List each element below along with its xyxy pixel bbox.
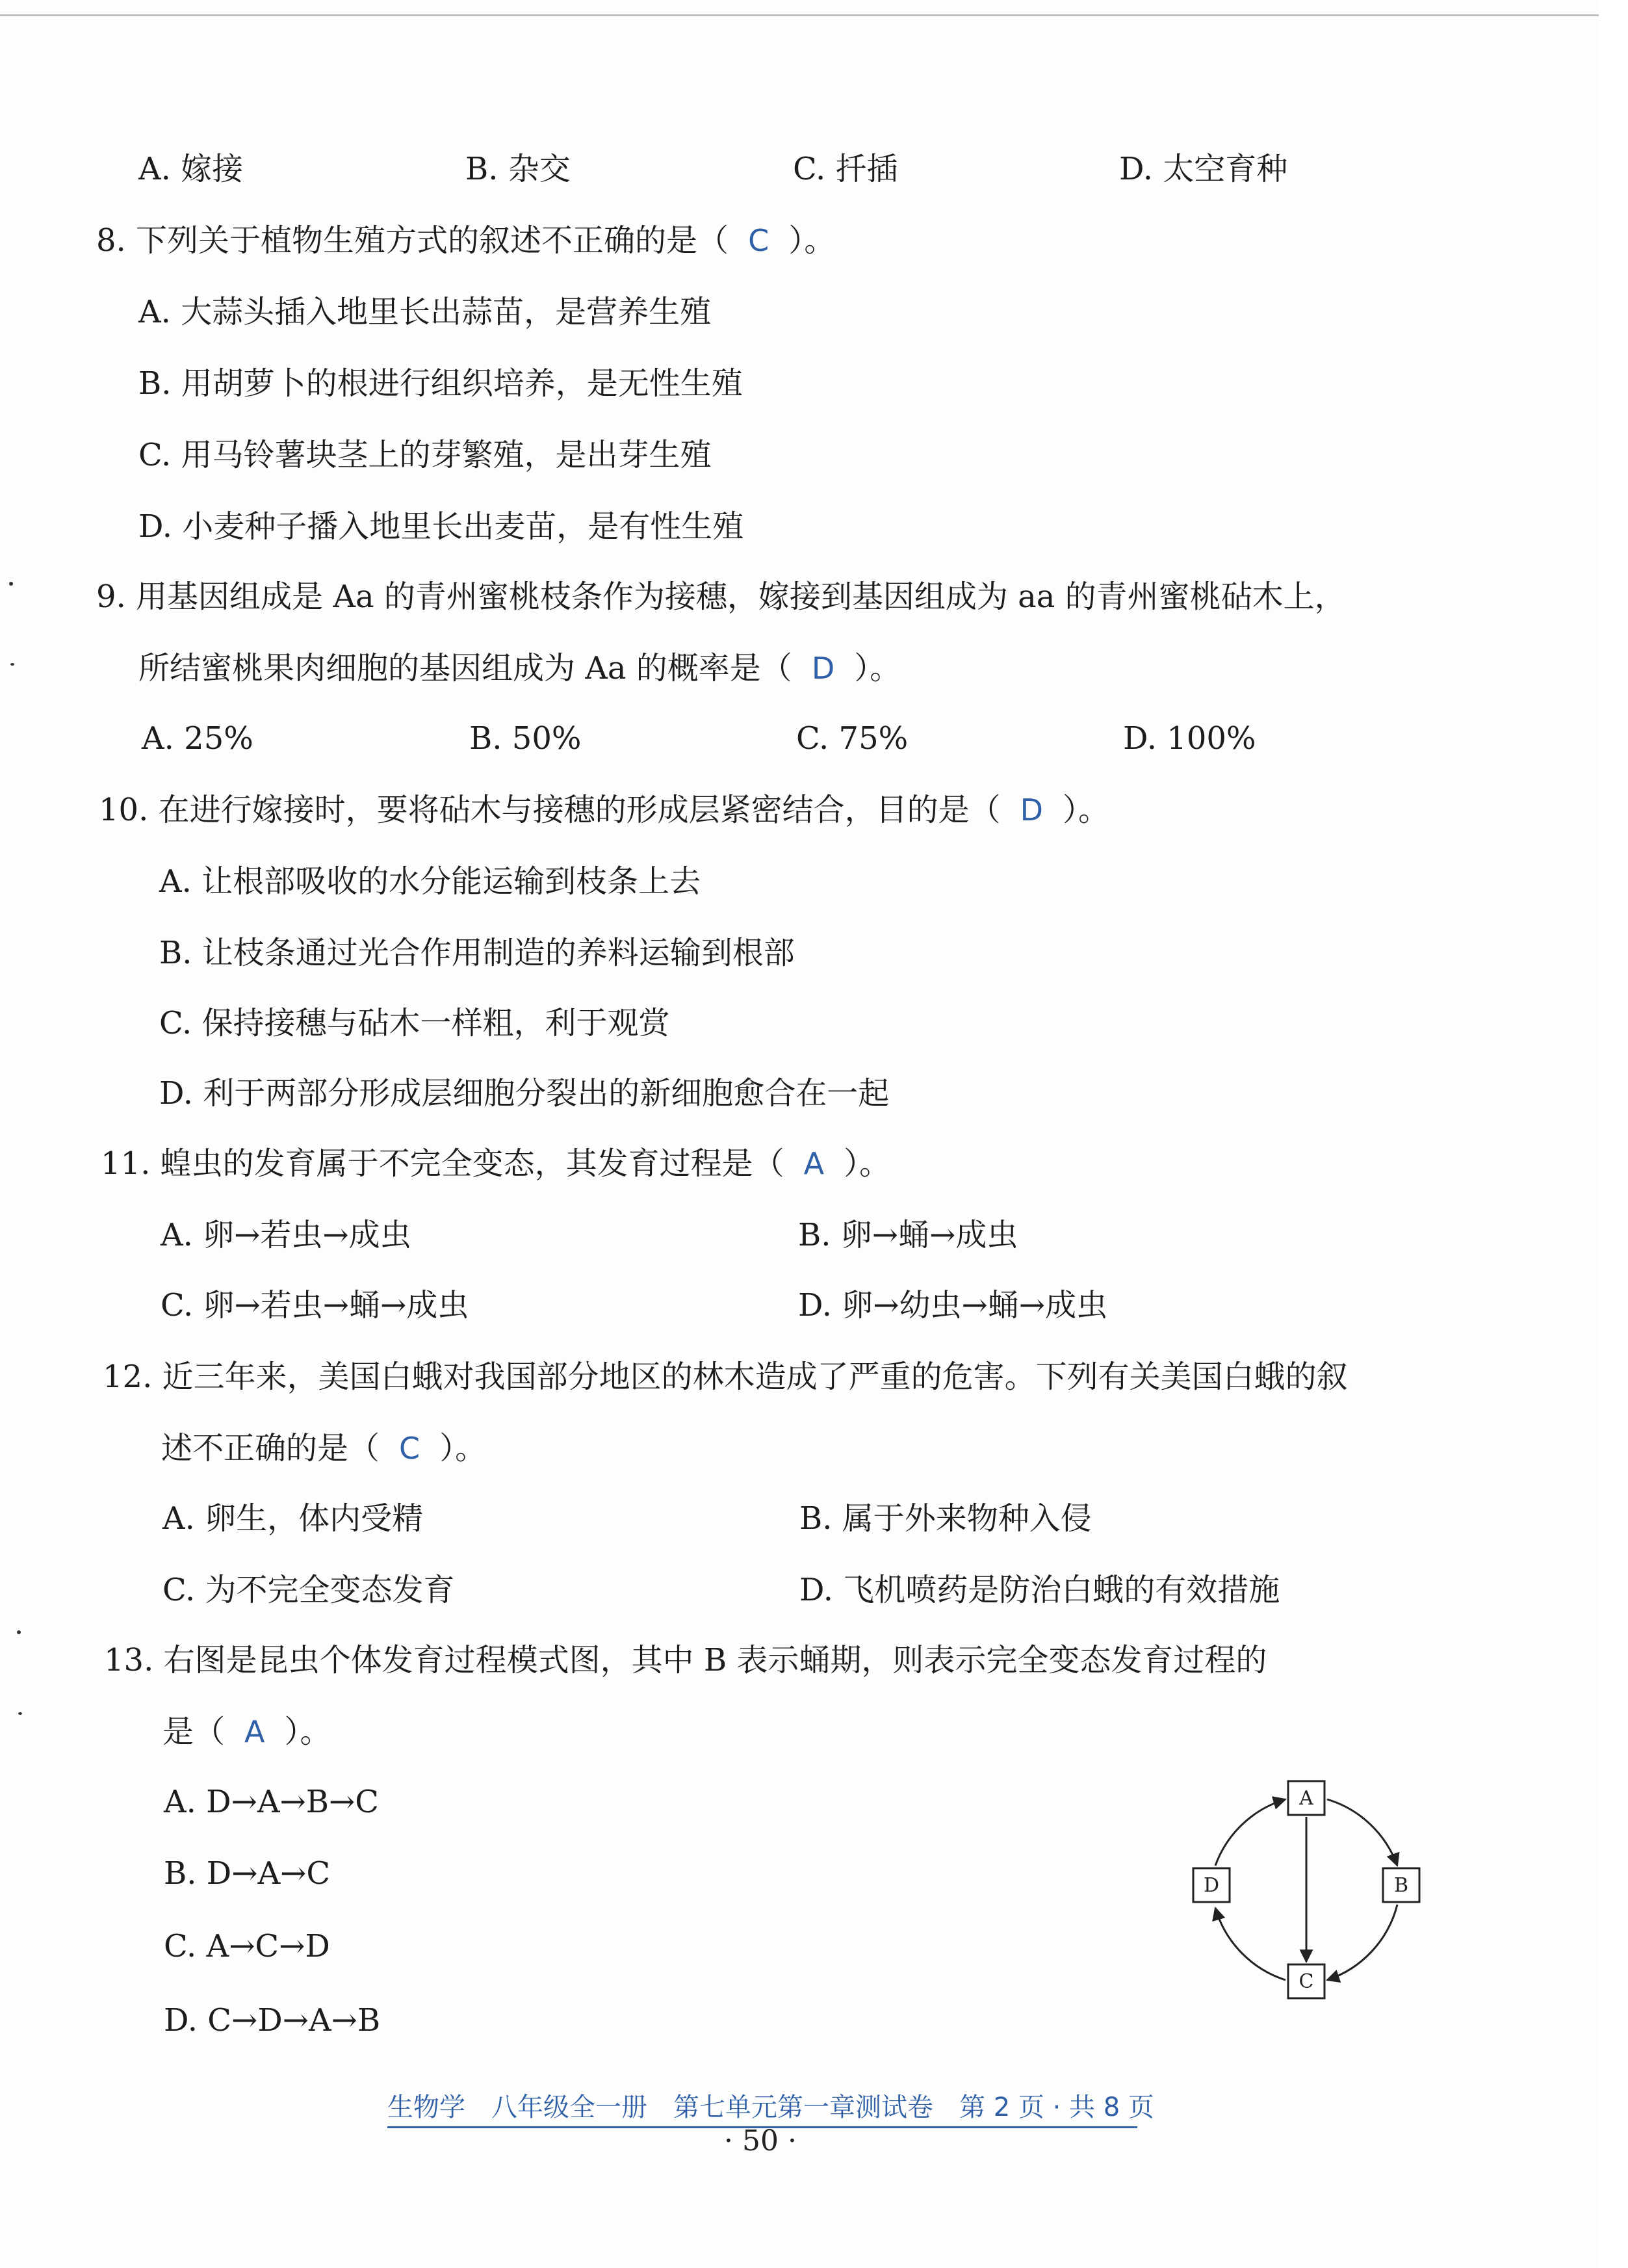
q12-stem-end: ）。	[439, 1430, 487, 1466]
q12-stem-line2	[161, 1429, 486, 1468]
scan-speck	[10, 663, 14, 666]
q13-option-b: B. D→A→C	[164, 1855, 331, 1892]
q7-option-b: B. 杂交	[465, 151, 571, 187]
q9-stem-line1: 9. 用基因组成是 Aa 的青州蜜桃枝条作为接穗，嫁接到基因组成为 aa 的青州蜜桃砧木上，	[96, 579, 1346, 615]
node-a-label: A	[1299, 1787, 1313, 1810]
arrow-a-to-b	[1327, 1799, 1397, 1866]
node-b-label: B	[1393, 1874, 1409, 1897]
q12-stem-line1: 12. 近三年来，美国白蛾对我国部分地区的林木造成了严重的危害。下列有关美国白蛾的叙	[103, 1359, 1348, 1395]
q11-stem	[101, 1144, 890, 1183]
q10-stem-end: ）。	[1063, 792, 1110, 828]
q13-answer: A	[244, 1714, 265, 1749]
q11-stem-end: ）。	[844, 1145, 891, 1182]
page-number: · 50 ·	[724, 2124, 797, 2157]
q7-option-a: A. 嫁接	[138, 151, 244, 187]
q8-option-c: C. 用马铃薯块茎上的芽繁殖，是出芽生殖	[138, 437, 712, 473]
page-edge	[1599, 0, 1628, 2268]
q9-stem-end: ）。	[854, 650, 901, 686]
q10-option-b: B. 让枝条通过光合作用制造的养料运输到根部	[159, 935, 795, 971]
node-b	[1383, 1868, 1419, 1902]
q9-stem-text: 所结蜜桃果肉细胞的基因组成为 Aa 的概率是（	[138, 650, 792, 686]
q13-stem-line1: 13. 右图是昆虫个体发育过程模式图，其中 B 表示蛹期，则表示完全变态发育过程的	[104, 1642, 1267, 1678]
q9-option-b: B. 50%	[469, 720, 582, 757]
q12-stem-text: 述不正确的是（	[161, 1430, 380, 1466]
insect-development-diagram	[1176, 1768, 1436, 2015]
node-d-label: D	[1203, 1874, 1220, 1897]
q9-option-c: C. 75%	[796, 720, 909, 757]
q10-answer: D	[1020, 792, 1044, 828]
q11-option-a: A. 卵→若虫→成虫	[161, 1217, 411, 1253]
q8-option-d: D. 小麦种子播入地里长出麦苗，是有性生殖	[138, 508, 744, 545]
q10-stem	[99, 790, 1109, 829]
scan-speck	[9, 582, 13, 586]
q12-option-a: A. 卵生，体内受精	[162, 1500, 424, 1537]
q10-stem-text: 10. 在进行嫁接时，要将砧木与接穗的形成层紧密结合，目的是（	[99, 792, 1001, 828]
q10-option-c: C. 保持接穗与砧木一样粗，利于观赏	[159, 1005, 670, 1041]
q11-answer: A	[803, 1146, 825, 1181]
q8-stem-end: ）。	[788, 222, 836, 259]
footer-title: 生物学 八年级全一册 第七单元第一章测试卷 第 2 页 · 共 8 页	[387, 2087, 1137, 2128]
q10-option-a: A. 让根部吸收的水分能运输到枝条上去	[159, 863, 701, 900]
q11-option-d: D. 卵→幼虫→蛹→成虫	[798, 1287, 1107, 1323]
q8-stem	[96, 221, 835, 260]
arrow-d-to-a	[1215, 1799, 1286, 1866]
q9-option-d: D. 100%	[1123, 720, 1256, 757]
q8-option-a: A. 大蒜头插入地里长出蒜苗，是营养生殖	[138, 294, 712, 330]
arrow-b-to-c	[1327, 1905, 1397, 1980]
q7-option-d: D. 太空育种	[1119, 151, 1288, 187]
node-c	[1288, 1964, 1324, 1998]
arrow-c-to-d	[1215, 1908, 1286, 1980]
q11-option-c: C. 卵→若虫→蛹→成虫	[161, 1287, 469, 1323]
q13-option-c: C. A→C→D	[164, 1928, 330, 1964]
q7-option-c: C. 扦插	[793, 151, 898, 187]
q12-answer: C	[399, 1431, 420, 1466]
scan-speck	[17, 1630, 21, 1634]
q12-option-b: B. 属于外来物种入侵	[799, 1500, 1092, 1537]
q12-option-c: C. 为不完全变态发育	[162, 1572, 455, 1608]
q8-option-b: B. 用胡萝卜的根进行组织培养，是无性生殖	[138, 365, 743, 402]
q8-answer: C	[748, 223, 769, 258]
node-d	[1193, 1868, 1230, 1902]
q13-option-d: D. C→D→A→B	[164, 2002, 381, 2039]
q13-option-a: A. D→A→B→C	[164, 1784, 379, 1820]
node-a	[1288, 1781, 1324, 1815]
scan-speck	[18, 1712, 22, 1715]
q13-stem-text: 是（	[162, 1714, 226, 1750]
q9-answer: D	[811, 651, 835, 686]
node-c-label: C	[1299, 1970, 1314, 1993]
q10-option-d: D. 利于两部分形成层细胞分裂出的新细胞愈合在一起	[159, 1075, 890, 1112]
q11-stem-text: 11. 蝗虫的发育属于不完全变态，其发育过程是（	[101, 1145, 784, 1182]
q12-option-d: D. 飞机喷药是防治白蛾的有效措施	[799, 1572, 1280, 1608]
q13-stem-end: ）。	[284, 1714, 331, 1750]
q9-stem-line2	[138, 649, 901, 688]
q11-option-b: B. 卵→蛹→成虫	[798, 1217, 1018, 1253]
q13-stem-line2	[162, 1712, 331, 1751]
q8-stem-text: 8. 下列关于植物生殖方式的叙述不正确的是（	[96, 222, 729, 259]
q9-option-a: A. 25%	[142, 720, 253, 757]
top-rule	[0, 14, 1599, 16]
